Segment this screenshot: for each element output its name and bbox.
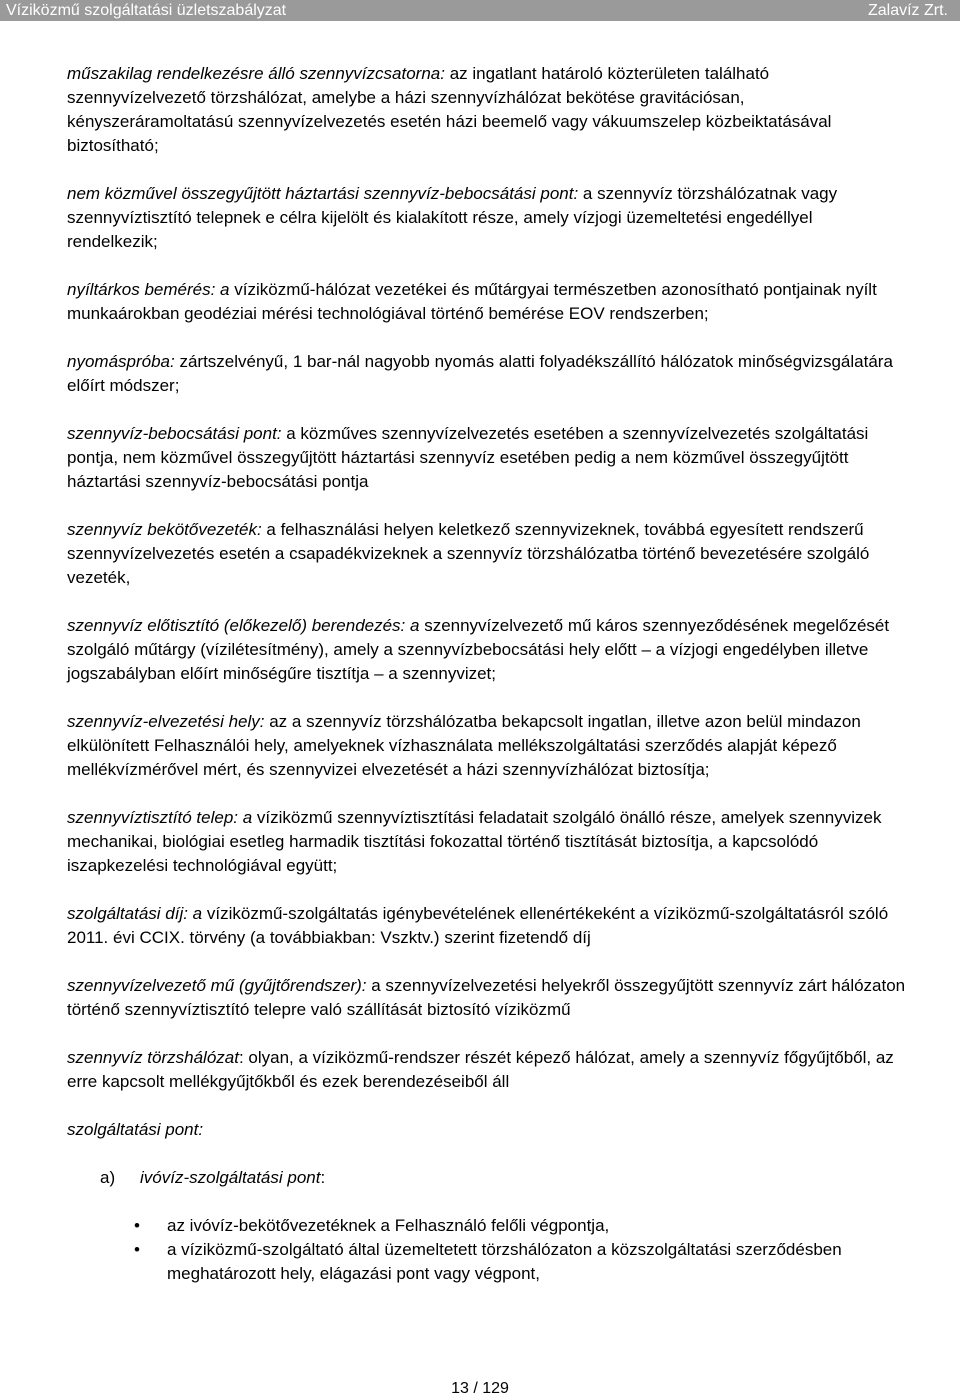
definition-paragraph — [67, 182, 907, 254]
definition-text: a szennyvíz törzshálózatnak vagy szennyvíztisztító telepnek e célra kijelölt és kialakított része, amely vízjogi üzemeltetési engedéllyel rendelkezik; — [67, 184, 838, 251]
definition-text: a szennyvízelvezetési helyekről összegyűjtött szennyvíz zárt hálózaton történő szennyvíztisztító telepre való szállítását biztosító víziközmű — [67, 976, 906, 1019]
bullet-list — [67, 1214, 907, 1286]
list-item-text: az ivóvíz-bekötővezetéknek a Felhasználó felőli végpontja, — [167, 1216, 610, 1235]
definition-term: műszakilag rendelkezésre álló szennyvízcsatorna: — [67, 64, 445, 83]
definition-paragraph — [67, 614, 907, 686]
definition-paragraph — [67, 62, 907, 158]
definition-paragraph — [67, 518, 907, 590]
definition-term: szennyvíz bekötővezeték: — [67, 520, 262, 539]
list-item — [67, 1214, 907, 1238]
definition-paragraph — [67, 278, 907, 326]
sub-item-term: ivóvíz-szolgáltatási pont — [140, 1168, 321, 1187]
definition-paragraph — [67, 902, 907, 950]
definition-term: szennyvíz-elvezetési hely: — [67, 712, 265, 731]
page-number: 13 / 129 — [451, 1380, 509, 1397]
definition-text: a közműves szennyvízelvezetés esetében a szennyvízelvezetés szolgáltatási pontja, nem közművel összegyűjtött háztartási szennyvíz esetében pedig a nem közművel összegyűjtött háztartási szennyvíz-bebocsátási pontja — [67, 424, 869, 491]
definition-term: szennyvíz törzshálózat — [67, 1048, 239, 1067]
definition-term: szolgáltatási pont: — [67, 1120, 204, 1139]
definition-term: nyomáspróba: — [67, 352, 175, 371]
definition-text: zártszelvényű, 1 bar-nál nagyobb nyomás alatti folyadékszállító hálózatok minőségvizsgálatára előírt módszer; — [67, 352, 893, 395]
definition-text: a felhasználási helyen keletkező szennyvizeknek, továbbá egyesített rendszerű szennyvízelvezetés esetén a csapadékvizeknek a szennyvíz törzshálózatba történő bevezetésére szolgáló vezeték, — [67, 520, 870, 587]
definition-paragraph — [67, 1046, 907, 1094]
bullet-icon: • — [134, 1216, 140, 1235]
definition-text: az a szennyvíz törzshálózatba bekapcsolt ingatlan, illetve azon belül mindazon elkülönített Felhasználói hely, amelyeknek vízhasználata mellékszolgáltatási szerződés alapját képező mellékvízmérővel mért, és szennyvizei elvezetését a házi szennyvízhálózat biztosítja; — [67, 712, 861, 779]
definition-paragraph — [67, 1118, 907, 1142]
definition-text: szennyvízelvezető mű káros szennyeződésének megelőzését szolgáló műtárgy (vízilétesítmény), amely a szennyvízbebocsátási hely előtt – a vízjogi engedélyben illetve jogszabályban előírt minőségűre tisztítja – a szennyvizet; — [67, 616, 890, 683]
definition-term: szennyvíztisztító telep: a — [67, 808, 253, 827]
sub-item-letter: a) — [100, 1168, 116, 1187]
definition-term: szennyvíz előtisztító (előkezelő) berendezés: a — [67, 616, 420, 635]
definition-term: szolgáltatási díj: a — [67, 904, 203, 923]
definition-term: szennyvíz-bebocsátási pont: — [67, 424, 282, 443]
definition-paragraph — [67, 350, 907, 398]
document-title: Víziközmű szolgáltatási üzletszabályzat — [6, 2, 287, 19]
definition-text: : olyan, a víziközmű-rendszer részét képező hálózat, amely a szennyvíz főgyűjtőből, az erre kapcsolt mellékgyűjtőkből és ezek berendezéseiből áll — [67, 1048, 894, 1091]
company-name: Zalavíz Zrt. — [867, 2, 948, 19]
definition-term: nyíltárkos bemérés: a — [67, 280, 230, 299]
definition-paragraph — [67, 710, 907, 782]
definition-text: víziközmű-hálózat vezetékei és műtárgyai természetben azonosítható pontjainak nyílt munkaárokban geodéziai mérési technológiával történő bemérése EOV rendszerben; — [67, 280, 877, 323]
list-item — [67, 1238, 907, 1286]
definition-paragraph — [67, 806, 907, 878]
sub-item-text: : — [320, 1168, 326, 1187]
document-body — [67, 62, 907, 1286]
definition-text: víziközmű szennyvíztisztítási feladatait szolgáló önálló része, amelyek szennyvizek mechanikai, biológiai esetleg harmadik tisztítási fokozattal történő tisztítását biztosítja, a kapcsolódó iszapkezelési technológiával együtt; — [67, 808, 882, 875]
sub-item — [67, 1166, 907, 1190]
definition-text: víziközmű-szolgáltatás igénybevételének ellenértékeként a víziközmű-szolgáltatásról szóló 2011. évi CCIX. törvény (a továbbiakban: Vszktv.) szerint fizetendő díj — [67, 904, 889, 947]
definition-paragraph — [67, 974, 907, 1022]
definition-term: szennyvízelvezető mű (gyűjtőrendszer): — [67, 976, 367, 995]
list-item-text: a víziközmű-szolgáltató által üzemeltetett törzshálózaton a közszolgáltatási szerződésben meghatározott hely, elágazási pont vagy végpont, — [167, 1240, 842, 1283]
bullet-icon: • — [134, 1240, 140, 1259]
definition-paragraph — [67, 422, 907, 494]
definition-text: az ingatlant határoló közterületen található szennyvízelvezető törzshálózat, amelybe a házi szennyvízhálózat bekötése gravitációsan, kényszeráramoltatású szennyvízelvezetés esetén házi beemelő vagy vákuumszelep közbeiktatásával biztosítható; — [67, 64, 832, 155]
page-header — [0, 0, 960, 21]
definition-term: nem közművel összegyűjtött háztartási szennyvíz-bebocsátási pont: — [67, 184, 579, 203]
